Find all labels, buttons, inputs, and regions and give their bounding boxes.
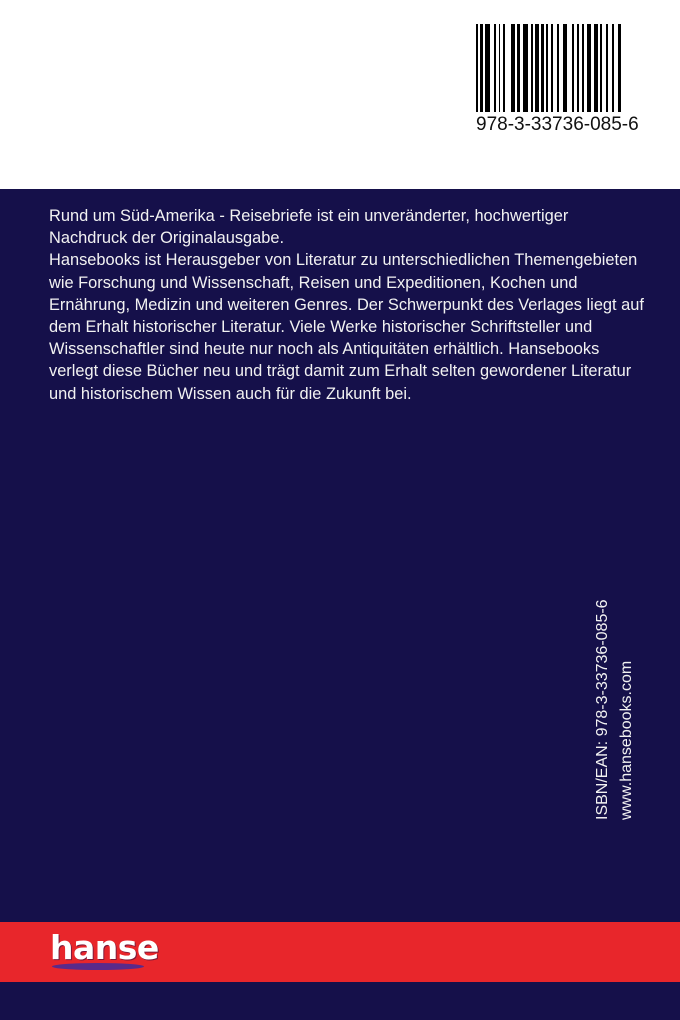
barcode-bar [551, 24, 553, 112]
blurb-text [49, 205, 649, 405]
barcode-bar [618, 24, 621, 112]
isbn-line: ISBN/EAN: 978-3-33736-085-6 [594, 599, 611, 820]
barcode-bar [535, 24, 539, 112]
barcode-bar [494, 24, 496, 112]
logo-text: hanse [50, 928, 159, 967]
barcode-bar [499, 24, 500, 112]
vertical-info [591, 590, 639, 820]
barcode-bar [606, 24, 608, 112]
barcode [476, 24, 639, 136]
hanse-logo [50, 928, 159, 974]
website-link: www.hansebooks.com [618, 660, 635, 820]
barcode-bar [503, 24, 505, 112]
barcode-bar [517, 24, 520, 112]
barcode-bar [594, 24, 598, 112]
barcode-bar [511, 24, 515, 112]
barcode-bar [582, 24, 584, 112]
barcode-bar [485, 24, 490, 112]
barcode-bar [541, 24, 544, 112]
barcode-bar [531, 24, 533, 112]
barcode-bar [546, 24, 548, 112]
barcode-bar [563, 24, 567, 112]
blurb-paragraph-2: Hansebooks ist Herausgeber von Literatur zu unterschiedlichen Themengebieten wie Forschung und Wissenschaft, Reisen und Expeditionen, Kochen und Ernährung, Medizin und weiteren Genres. Der Schwerpunkt des Verlages liegt auf dem Erhalt historischer Literatur. Viele Werke historischer Schriftsteller und Wissenschaftler sind heute nur noch als Antiquitäten erhältlich. Hansebooks verlegt diese Bücher neu und trägt damit zum Erhalt selten gewordener Literatur und historischem Wissen auch für die Zukunft bei. [49, 251, 644, 403]
barcode-number: 978-3-33736-085-6 [476, 114, 639, 135]
cover-top-area [0, 0, 680, 189]
barcode-bar [523, 24, 528, 112]
barcode-bar [557, 24, 559, 112]
barcode-bar [480, 24, 483, 112]
barcode-bar [600, 24, 602, 112]
barcode-bar [572, 24, 574, 112]
barcode-bar [587, 24, 591, 112]
barcode-bar [577, 24, 579, 112]
barcode-bar [612, 24, 614, 112]
barcode-bar [476, 24, 478, 112]
blurb-paragraph-1: Rund um Süd-Amerika - Reisebriefe ist ein unveränderter, hochwertiger Nachdruck der Originalausgabe. [49, 207, 569, 248]
barcode-bars [476, 24, 624, 112]
